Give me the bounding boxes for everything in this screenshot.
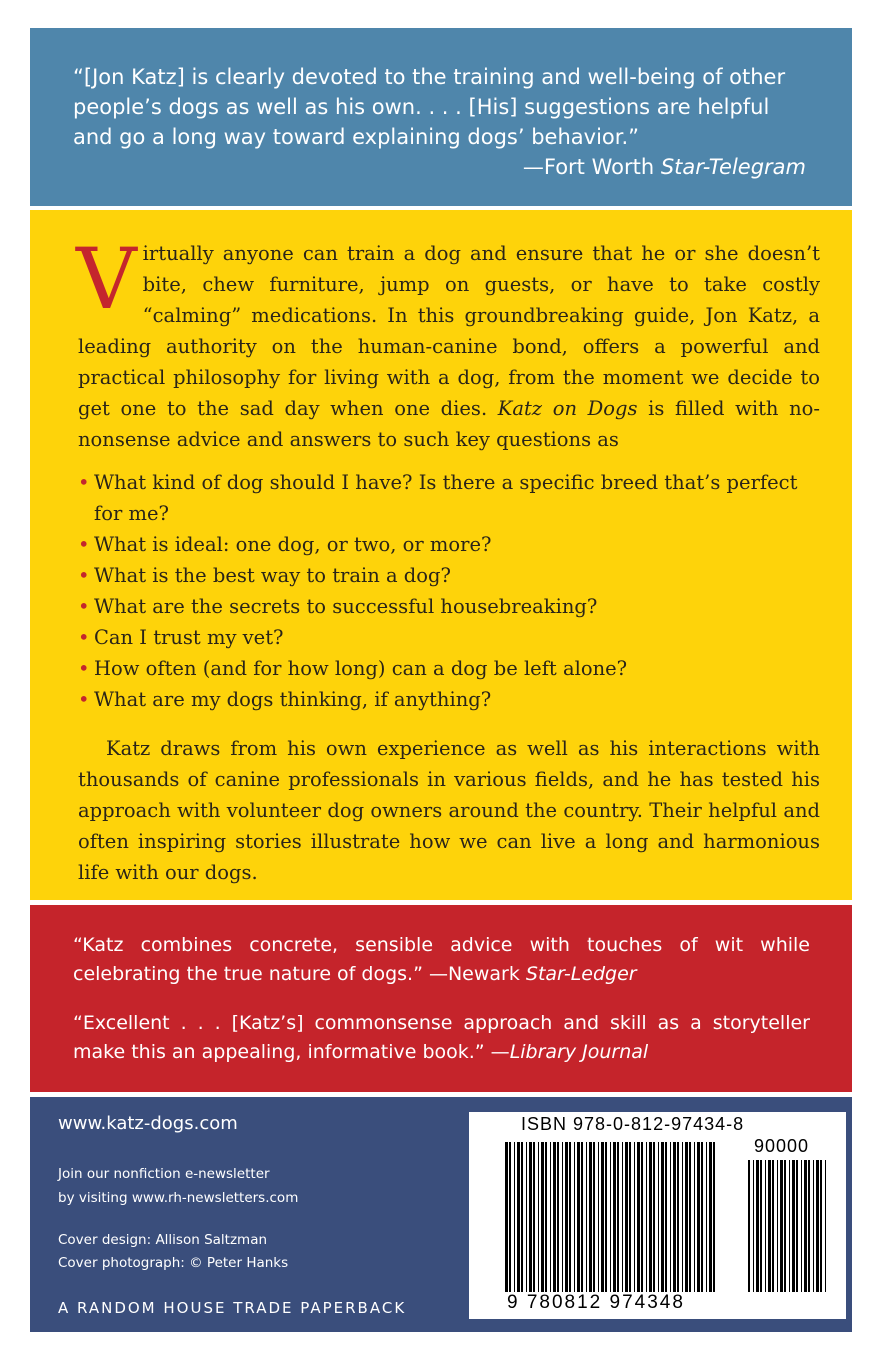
- review-quotes-panel: [30, 905, 852, 1092]
- question-text: How often (and for how long) can a dog be left alone?: [94, 657, 628, 680]
- bullet: •: [78, 564, 90, 587]
- barcode-bar: [816, 1160, 819, 1292]
- barcode-bar: [586, 1142, 587, 1292]
- barcode-bar: [574, 1142, 575, 1292]
- barcode-bar: [641, 1142, 643, 1292]
- barcode-bar: [565, 1142, 568, 1292]
- barcode-bar: [538, 1142, 539, 1292]
- barcode-bar: [777, 1160, 778, 1292]
- barcode-bar: [637, 1142, 640, 1292]
- bullet: •: [78, 595, 90, 618]
- price-code: 90000: [754, 1136, 810, 1156]
- barcode-bar: [517, 1142, 520, 1292]
- newsletter-line-2: by visiting www.rh-newsletters.com: [58, 1190, 299, 1206]
- review-quote-source: Library Journal: [509, 1041, 649, 1063]
- intro-text-b: is filled with no-nonsense advice and answers to such key questions as: [78, 397, 820, 451]
- barcode-bar: [677, 1142, 679, 1292]
- barcode-bar: [577, 1142, 580, 1292]
- list-item: [78, 622, 820, 653]
- barcode-bar: [689, 1142, 691, 1292]
- barcode-bar: [697, 1142, 700, 1292]
- barcode-bar: [665, 1142, 667, 1292]
- barcode-bar: [780, 1160, 783, 1292]
- barcode-bar: [610, 1142, 611, 1292]
- barcode-bar: [533, 1142, 535, 1292]
- barcode-bar: [569, 1142, 571, 1292]
- barcode-digits: 9 780812 974348: [507, 1292, 685, 1313]
- barcode-bar: [589, 1142, 592, 1292]
- intro-text-a: irtually anyone can train a dog and ensure that he or she doesn’t bite, chew furniture, jump on guests, or have to take costly “calming” medications. In this groundbreaking guide, Jon Katz, a leading authority on the human-canine bond, offers a powerful and practical philosophy for living with a dog, from the moment we decide to get one to the sad day when one dies.: [78, 242, 820, 420]
- barcode-bar: [617, 1142, 619, 1292]
- barcode-bar: [601, 1142, 604, 1292]
- barcode-bar: [792, 1160, 795, 1292]
- attribution-prefix: —Fort Worth: [522, 155, 661, 179]
- barcode-bar: [562, 1142, 563, 1292]
- barcode-bar: [753, 1160, 754, 1292]
- publisher-line: A RANDOM HOUSE TRADE PAPERBACK: [58, 1299, 407, 1317]
- review-quote-text: “Excellent . . . [Katz’s] commonsense approach and skill as a storyteller make this an appealing, informative book.” —: [73, 1012, 810, 1063]
- list-item: [78, 467, 820, 529]
- barcode-bar: [772, 1160, 774, 1292]
- barcode-bar: [784, 1160, 786, 1292]
- barcode-bar: [550, 1142, 551, 1292]
- barcode-bar: [541, 1142, 544, 1292]
- barcode-bar: [605, 1142, 607, 1292]
- question-text: What are my dogs thinking, if anything?: [94, 688, 492, 711]
- barcode-bar: [622, 1142, 623, 1292]
- barcode-bar: [593, 1142, 595, 1292]
- barcode-bar: [553, 1142, 556, 1292]
- barcode-bar: [673, 1142, 676, 1292]
- barcode-bar: [598, 1142, 599, 1292]
- list-item: [78, 684, 820, 715]
- cover-photo-credit: Cover photograph: © Peter Hanks: [58, 1255, 289, 1271]
- top-quote-attribution: [73, 152, 808, 182]
- review-quote-source: Star-Ledger: [525, 963, 637, 985]
- barcode-bar: [706, 1142, 707, 1292]
- barcode-box: [469, 1112, 846, 1319]
- barcode-bar: [682, 1142, 683, 1292]
- bullet: •: [78, 533, 90, 556]
- barcode-bar: [760, 1160, 762, 1292]
- barcode-bar: [505, 1142, 508, 1292]
- barcode-bar: [634, 1142, 635, 1292]
- barcode-bar: [529, 1142, 532, 1292]
- barcode-bar: [765, 1160, 766, 1292]
- list-item: [78, 591, 820, 622]
- barcode-bar: [808, 1160, 810, 1292]
- top-quote-text: “[Jon Katz] is clearly devoted to the training and well-being of other people’s dogs as well as his own. . . . [His] suggestions are helpful and go a long way toward explaining dogs’ behavior.”: [73, 65, 786, 149]
- barcode-bar: [748, 1160, 750, 1292]
- barcode-bar: [526, 1142, 527, 1292]
- review-quote: [73, 1009, 810, 1067]
- review-quote-text: “Katz combines concrete, sensible advice with touches of wit while celebrating the true nature of dogs.” —Newark: [73, 934, 810, 985]
- barcode-bar: [796, 1160, 798, 1292]
- top-quote-panel: [30, 28, 852, 206]
- barcode-bar: [521, 1142, 523, 1292]
- barcode-bar: [649, 1142, 652, 1292]
- barcode-bar: [629, 1142, 631, 1292]
- price-barcode: [748, 1160, 830, 1292]
- attribution-source: Star-Telegram: [660, 155, 806, 179]
- cover-design-credit: Cover design: Allison Saltzman: [58, 1232, 268, 1248]
- barcode-bar: [653, 1142, 655, 1292]
- list-item: [78, 529, 820, 560]
- barcode-bar: [581, 1142, 583, 1292]
- barcode-bar: [713, 1142, 715, 1292]
- question-text: What kind of dog should I have? Is there a specific breed that’s perfect for me?: [94, 471, 798, 525]
- barcode-bar: [820, 1160, 822, 1292]
- bullet: •: [78, 657, 90, 680]
- barcode-bar: [613, 1142, 616, 1292]
- question-text: What are the secrets to successful housebreaking?: [94, 595, 598, 618]
- website-url: www.katz-dogs.com: [58, 1113, 238, 1134]
- closing-paragraph: Katz draws from his own experience as well as his interactions with thousands of canine professionals in various fields, and he has tested his approach with volunteer dog owners around the country. Their helpful and often inspiring stories illustrate how we can live a long and harmonious life with our dogs.: [78, 737, 820, 884]
- barcode-bar: [646, 1142, 647, 1292]
- footer-panel: [30, 1097, 852, 1332]
- barcode-bar: [514, 1142, 515, 1292]
- barcode-bar: [557, 1142, 559, 1292]
- question-text: What is the best way to train a dog?: [94, 564, 451, 587]
- barcode-bar: [694, 1142, 695, 1292]
- barcode-bar: [768, 1160, 771, 1292]
- description-panel: [30, 210, 852, 900]
- bullet: •: [78, 688, 90, 711]
- barcode-bar: [801, 1160, 802, 1292]
- barcode-bar: [709, 1142, 712, 1292]
- barcode-bar: [625, 1142, 628, 1292]
- list-item: [78, 560, 820, 591]
- bullet: •: [78, 471, 90, 494]
- list-item: [78, 653, 820, 684]
- barcode-bar: [685, 1142, 688, 1292]
- bullet: •: [78, 626, 90, 649]
- barcode-bar: [789, 1160, 790, 1292]
- review-quote: [73, 931, 810, 989]
- newsletter-line-1: Join our nonfiction e-newsletter: [58, 1166, 270, 1182]
- book-title: Katz on Dogs: [497, 397, 638, 420]
- barcode-bar: [756, 1160, 759, 1292]
- intro-paragraph: [76, 230, 820, 455]
- barcode-bar: [813, 1160, 814, 1292]
- isbn-text: ISBN 978-0-812-97434-8: [521, 1114, 745, 1134]
- barcode-bar: [670, 1142, 671, 1292]
- question-list: [78, 467, 820, 715]
- barcode-bar: [509, 1142, 511, 1292]
- barcode-bar: [825, 1160, 826, 1292]
- barcode-bar: [701, 1142, 703, 1292]
- barcode-bar: [545, 1142, 547, 1292]
- barcode-bar: [658, 1142, 659, 1292]
- drop-cap: V: [76, 230, 137, 328]
- barcode-bar: [661, 1142, 664, 1292]
- barcode-bar: [804, 1160, 807, 1292]
- isbn-barcode: [505, 1142, 719, 1292]
- question-text: Can I trust my vet?: [94, 626, 284, 649]
- question-text: What is ideal: one dog, or two, or more?: [94, 533, 492, 556]
